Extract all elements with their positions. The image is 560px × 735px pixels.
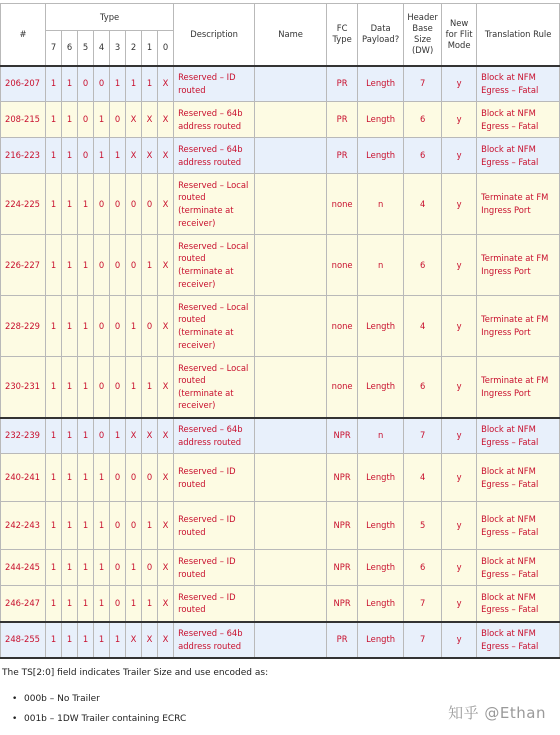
cell-num: 208-215 <box>1 102 46 138</box>
cell-name <box>255 502 327 550</box>
cell-bit: 1 <box>46 102 62 138</box>
cell-bit: 1 <box>78 296 94 357</box>
tlp-type-table <box>0 3 560 659</box>
cell-bit: 0 <box>142 454 158 502</box>
table-row <box>1 502 560 550</box>
cell-data-payload: Length <box>358 502 404 550</box>
cell-bit: 1 <box>46 66 62 102</box>
cell-bit: 1 <box>142 586 158 622</box>
cell-data-payload: Length <box>358 102 404 138</box>
col-header-type: Type <box>46 4 174 31</box>
cell-bit: 1 <box>78 550 94 586</box>
cell-bit: 1 <box>110 66 126 102</box>
cell-header-size: 4 <box>404 174 442 235</box>
cell-new-flit: y <box>442 102 477 138</box>
cell-new-flit: y <box>442 174 477 235</box>
cell-translation-rule: Block at NFM Egress – Fatal <box>477 138 560 174</box>
cell-header-size: 6 <box>404 550 442 586</box>
cell-bit: 1 <box>62 357 78 418</box>
table-row <box>1 454 560 502</box>
cell-new-flit: y <box>442 66 477 102</box>
cell-header-size: 5 <box>404 502 442 550</box>
cell-bit: 0 <box>94 357 110 418</box>
cell-bit: 1 <box>94 454 110 502</box>
cell-fc-type: PR <box>327 66 358 102</box>
table-row <box>1 296 560 357</box>
cell-bit: X <box>158 235 174 296</box>
cell-fc-type: NPR <box>327 502 358 550</box>
cell-translation-rule: Terminate at FM Ingress Port <box>477 357 560 418</box>
cell-bit: 1 <box>46 174 62 235</box>
cell-description: Reserved – Local routed (terminate at receiver) <box>174 296 255 357</box>
cell-name <box>255 550 327 586</box>
cell-bit: 0 <box>110 102 126 138</box>
cell-bit: X <box>126 622 142 658</box>
cell-fc-type: NPR <box>327 418 358 454</box>
cell-new-flit: y <box>442 418 477 454</box>
cell-description: Reserved – ID routed <box>174 454 255 502</box>
cell-bit: 0 <box>110 502 126 550</box>
cell-fc-type: none <box>327 296 358 357</box>
cell-name <box>255 418 327 454</box>
cell-bit: 0 <box>126 502 142 550</box>
cell-bit: 1 <box>126 296 142 357</box>
cell-bit: 1 <box>46 502 62 550</box>
cell-name <box>255 66 327 102</box>
cell-bit: X <box>126 418 142 454</box>
table-row <box>1 550 560 586</box>
cell-bit: 1 <box>46 454 62 502</box>
cell-data-payload: n <box>358 235 404 296</box>
cell-bit: 1 <box>142 66 158 102</box>
cell-bit: X <box>158 586 174 622</box>
cell-description: Reserved – ID routed <box>174 502 255 550</box>
cell-bit: X <box>126 138 142 174</box>
cell-bit: X <box>158 138 174 174</box>
cell-translation-rule: Block at NFM Egress – Fatal <box>477 502 560 550</box>
cell-translation-rule: Terminate at FM Ingress Port <box>477 174 560 235</box>
col-header-new-flit: New for Flit Mode <box>442 4 477 66</box>
cell-bit: 1 <box>46 235 62 296</box>
cell-bit: 1 <box>78 235 94 296</box>
cell-fc-type: PR <box>327 622 358 658</box>
cell-bit: 1 <box>78 357 94 418</box>
bit-header: 7 <box>46 31 62 66</box>
cell-bit: 1 <box>142 502 158 550</box>
cell-fc-type: none <box>327 174 358 235</box>
cell-bit: 0 <box>110 174 126 235</box>
col-header-description: Description <box>174 4 255 66</box>
cell-bit: 0 <box>126 454 142 502</box>
cell-fc-type: NPR <box>327 550 358 586</box>
cell-translation-rule: Block at NFM Egress – Fatal <box>477 586 560 622</box>
cell-bit: 1 <box>46 296 62 357</box>
cell-bit: 1 <box>94 502 110 550</box>
cell-name <box>255 454 327 502</box>
cell-bit: 1 <box>46 550 62 586</box>
cell-bit: 0 <box>94 296 110 357</box>
cell-new-flit: y <box>442 550 477 586</box>
cell-name <box>255 138 327 174</box>
cell-bit: 0 <box>110 357 126 418</box>
cell-header-size: 7 <box>404 418 442 454</box>
cell-name <box>255 102 327 138</box>
cell-translation-rule: Block at NFM Egress – Fatal <box>477 418 560 454</box>
cell-data-payload: Length <box>358 550 404 586</box>
cell-description: Reserved – ID routed <box>174 66 255 102</box>
cell-bit: 1 <box>142 357 158 418</box>
cell-bit: 0 <box>78 102 94 138</box>
cell-bit: 1 <box>78 586 94 622</box>
cell-translation-rule: Block at NFM Egress – Fatal <box>477 66 560 102</box>
cell-bit: 0 <box>142 174 158 235</box>
cell-bit: X <box>158 357 174 418</box>
cell-bit: 1 <box>94 586 110 622</box>
cell-bit: 1 <box>62 586 78 622</box>
bit-header: 4 <box>94 31 110 66</box>
cell-header-size: 7 <box>404 586 442 622</box>
cell-bit: X <box>126 102 142 138</box>
cell-header-size: 7 <box>404 66 442 102</box>
cell-bit: 0 <box>126 235 142 296</box>
cell-bit: 1 <box>110 418 126 454</box>
cell-bit: 0 <box>94 66 110 102</box>
cell-num: 226-227 <box>1 235 46 296</box>
cell-fc-type: none <box>327 357 358 418</box>
cell-translation-rule: Block at NFM Egress – Fatal <box>477 454 560 502</box>
cell-bit: 0 <box>110 550 126 586</box>
bit-header: 1 <box>142 31 158 66</box>
cell-num: 228-229 <box>1 296 46 357</box>
cell-bit: 0 <box>78 66 94 102</box>
cell-data-payload: Length <box>358 296 404 357</box>
cell-description: Reserved – ID routed <box>174 586 255 622</box>
cell-bit: 1 <box>94 138 110 174</box>
trailer-size-intro: The TS[2:0] field indicates Trailer Size and use encoded as: <box>2 668 269 678</box>
cell-num: 244-245 <box>1 550 46 586</box>
cell-name <box>255 357 327 418</box>
cell-bit: 1 <box>46 418 62 454</box>
cell-description: Reserved – 64b address routed <box>174 138 255 174</box>
cell-translation-rule: Terminate at FM Ingress Port <box>477 235 560 296</box>
cell-bit: 1 <box>62 502 78 550</box>
cell-name <box>255 296 327 357</box>
watermark: 知乎 @Ethan <box>448 704 546 722</box>
cell-description: Reserved – Local routed (terminate at receiver) <box>174 235 255 296</box>
cell-header-size: 6 <box>404 102 442 138</box>
cell-name <box>255 622 327 658</box>
cell-data-payload: n <box>358 174 404 235</box>
cell-data-payload: Length <box>358 622 404 658</box>
cell-num: 206-207 <box>1 66 46 102</box>
cell-bit: X <box>158 102 174 138</box>
cell-header-size: 6 <box>404 235 442 296</box>
cell-bit: 1 <box>62 235 78 296</box>
table-row <box>1 235 560 296</box>
cell-data-payload: Length <box>358 586 404 622</box>
table-row <box>1 174 560 235</box>
cell-new-flit: y <box>442 296 477 357</box>
cell-description: Reserved – 64b address routed <box>174 102 255 138</box>
cell-header-size: 4 <box>404 454 442 502</box>
cell-bit: 0 <box>110 296 126 357</box>
cell-bit: X <box>142 418 158 454</box>
cell-new-flit: y <box>442 586 477 622</box>
cell-bit: 0 <box>110 454 126 502</box>
header-row-top <box>1 4 560 31</box>
cell-num: 230-231 <box>1 357 46 418</box>
table-row <box>1 622 560 658</box>
cell-bit: 1 <box>126 357 142 418</box>
cell-bit: X <box>158 418 174 454</box>
cell-name <box>255 174 327 235</box>
cell-data-payload: Length <box>358 138 404 174</box>
cell-bit: 1 <box>78 418 94 454</box>
cell-description: Reserved – 64b address routed <box>174 622 255 658</box>
bullet-dot: • <box>12 694 18 704</box>
cell-bit: X <box>158 454 174 502</box>
cell-header-size: 4 <box>404 296 442 357</box>
cell-new-flit: y <box>442 235 477 296</box>
cell-bit: 1 <box>78 174 94 235</box>
cell-bit: 1 <box>94 550 110 586</box>
cell-bit: 1 <box>78 622 94 658</box>
cell-num: 248-255 <box>1 622 46 658</box>
cell-bit: 1 <box>62 102 78 138</box>
cell-data-payload: Length <box>358 66 404 102</box>
cell-translation-rule: Block at NFM Egress – Fatal <box>477 622 560 658</box>
cell-description: Reserved – 64b address routed <box>174 418 255 454</box>
cell-bit: 1 <box>46 622 62 658</box>
bullet-text: 001b – 1DW Trailer containing ECRC <box>24 714 187 724</box>
cell-data-payload: Length <box>358 357 404 418</box>
cell-bit: 1 <box>62 550 78 586</box>
cell-fc-type: PR <box>327 138 358 174</box>
cell-fc-type: none <box>327 235 358 296</box>
cell-bit: X <box>158 66 174 102</box>
cell-bit: 1 <box>78 502 94 550</box>
cell-bit: X <box>142 102 158 138</box>
cell-bit: X <box>142 622 158 658</box>
cell-name <box>255 235 327 296</box>
col-header-fc-type: FC Type <box>327 4 358 66</box>
cell-num: 242-243 <box>1 502 46 550</box>
cell-name <box>255 586 327 622</box>
cell-bit: X <box>158 502 174 550</box>
cell-bit: X <box>158 550 174 586</box>
cell-new-flit: y <box>442 357 477 418</box>
cell-translation-rule: Block at NFM Egress – Fatal <box>477 550 560 586</box>
col-header-translation: Translation Rule <box>477 4 560 66</box>
cell-translation-rule: Block at NFM Egress – Fatal <box>477 102 560 138</box>
bullet-dot: • <box>12 714 18 724</box>
cell-fc-type: NPR <box>327 586 358 622</box>
cell-bit: X <box>158 622 174 658</box>
cell-bit: 0 <box>110 235 126 296</box>
table-row <box>1 66 560 102</box>
cell-bit: 1 <box>142 235 158 296</box>
cell-fc-type: PR <box>327 102 358 138</box>
cell-header-size: 6 <box>404 138 442 174</box>
cell-bit: 1 <box>62 418 78 454</box>
cell-bit: 1 <box>94 102 110 138</box>
cell-header-size: 6 <box>404 357 442 418</box>
cell-bit: 1 <box>62 296 78 357</box>
cell-bit: 1 <box>62 138 78 174</box>
cell-bit: 0 <box>126 174 142 235</box>
cell-bit: 1 <box>126 586 142 622</box>
cell-description: Reserved – Local routed (terminate at receiver) <box>174 357 255 418</box>
table-row <box>1 586 560 622</box>
cell-bit: 0 <box>94 174 110 235</box>
cell-bit: 1 <box>62 454 78 502</box>
cell-description: Reserved – ID routed <box>174 550 255 586</box>
bullet-text: 000b – No Trailer <box>24 694 100 704</box>
table-row <box>1 138 560 174</box>
cell-bit: 1 <box>46 586 62 622</box>
bit-header: 3 <box>110 31 126 66</box>
table-row <box>1 357 560 418</box>
cell-bit: 1 <box>126 550 142 586</box>
cell-fc-type: NPR <box>327 454 358 502</box>
cell-bit: 1 <box>110 622 126 658</box>
cell-data-payload: Length <box>358 454 404 502</box>
bit-header: 0 <box>158 31 174 66</box>
cell-bit: 0 <box>94 418 110 454</box>
cell-header-size: 7 <box>404 622 442 658</box>
cell-new-flit: y <box>442 454 477 502</box>
cell-bit: 0 <box>78 138 94 174</box>
cell-bit: 1 <box>62 622 78 658</box>
cell-description: Reserved – Local routed (terminate at receiver) <box>174 174 255 235</box>
col-header-num: # <box>1 4 46 66</box>
cell-bit: 0 <box>110 586 126 622</box>
bit-header: 5 <box>78 31 94 66</box>
cell-data-payload: n <box>358 418 404 454</box>
cell-translation-rule: Terminate at FM Ingress Port <box>477 296 560 357</box>
cell-bit: 1 <box>94 622 110 658</box>
cell-num: 216-223 <box>1 138 46 174</box>
cell-bit: 0 <box>142 296 158 357</box>
cell-num: 240-241 <box>1 454 46 502</box>
table-row <box>1 102 560 138</box>
cell-new-flit: y <box>442 622 477 658</box>
cell-new-flit: y <box>442 138 477 174</box>
cell-bit: 1 <box>46 357 62 418</box>
cell-num: 232-239 <box>1 418 46 454</box>
bit-header: 2 <box>126 31 142 66</box>
cell-num: 246-247 <box>1 586 46 622</box>
cell-bit: 1 <box>62 174 78 235</box>
cell-bit: X <box>142 138 158 174</box>
col-header-name: Name <box>255 4 327 66</box>
cell-bit: 0 <box>94 235 110 296</box>
cell-bit: 1 <box>110 138 126 174</box>
col-header-header-size: Header Base Size (DW) <box>404 4 442 66</box>
cell-new-flit: y <box>442 502 477 550</box>
cell-bit: 1 <box>78 454 94 502</box>
cell-num: 224-225 <box>1 174 46 235</box>
cell-bit: 1 <box>126 66 142 102</box>
cell-bit: X <box>158 174 174 235</box>
cell-bit: 1 <box>62 66 78 102</box>
bit-header: 6 <box>62 31 78 66</box>
col-header-data-payload: Data Payload? <box>358 4 404 66</box>
cell-bit: X <box>158 296 174 357</box>
cell-bit: 0 <box>142 550 158 586</box>
cell-bit: 1 <box>46 138 62 174</box>
table-row <box>1 418 560 454</box>
